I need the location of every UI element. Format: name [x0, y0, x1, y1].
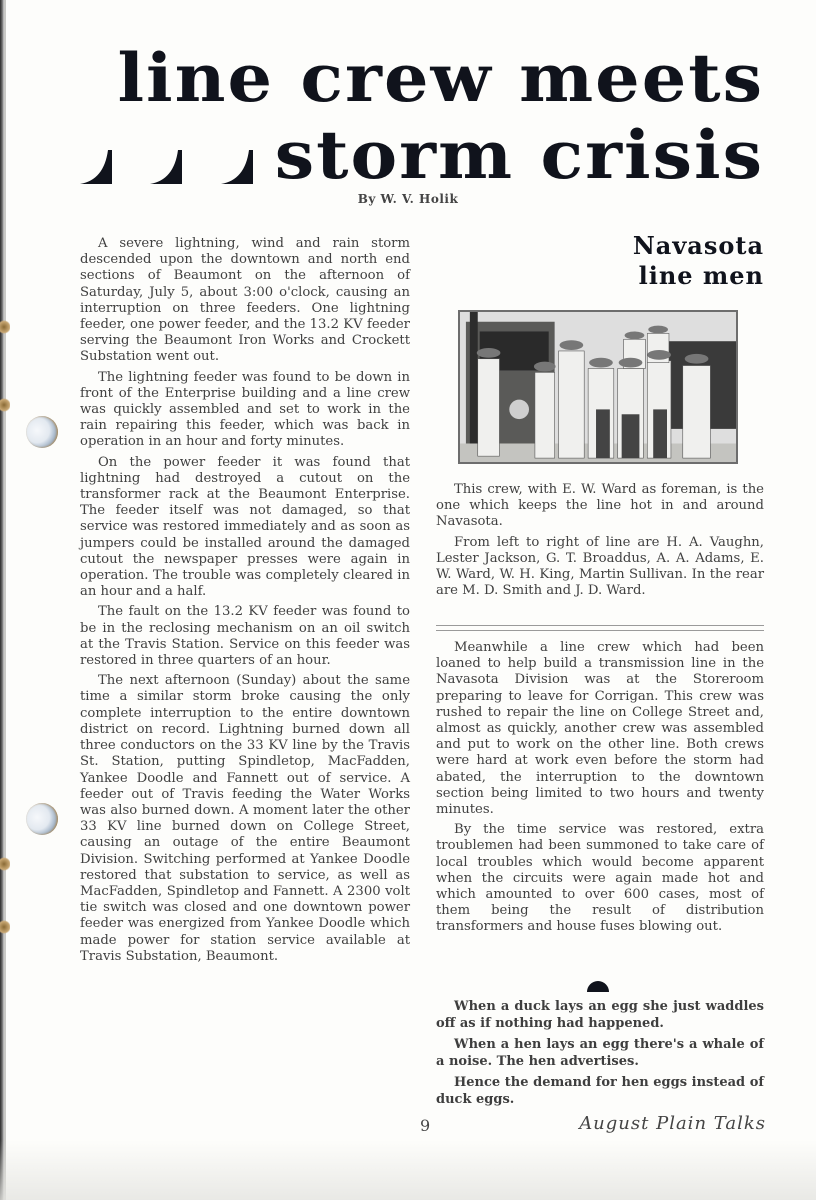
article-paragraph: The fault on the 13.2 KV feeder was found to be in the reclosing mechanism on an oil switch at the Travis Station. Service on this feeder was restored in three quarters of an hour. — [80, 604, 410, 669]
article-column-left — [80, 236, 410, 969]
caption-paragraph: This crew, with E. W. Ward as foreman, is the one which keeps the line hot in and around Navasota. — [436, 482, 764, 530]
headline-line-2: storm crisis — [274, 115, 764, 194]
article-paragraph: The next afternoon (Sunday) about the same time a similar storm broke causing the only complete interruption to the entire downtown district on record. Lightning burned down all three conductors on the 33 KV line by the Travis St. Station, putting Spindletop, MacFadden, Yankee Doodle and Fannett out of service. A feeder out of Travis feeding the Water Works was also burned down. A moment later the other 33 KV line burned down on College Street, causing an outage of the entire Beaumont Division. Switching performed at Yankee Doodle restored that substation to service, as well as MacFadden, Spindletop and Fannett. A 2300 volt tie switch was closed and one downtown power feeder was energized from Yankee Doodle which made power for station service available at Travis Substation, Beaumont. — [80, 673, 410, 964]
binder-line — [4, 0, 6, 1200]
article-paragraph: A severe lightning, wind and rain storm descended upon the downtown and north end sections of Beaumont on the afternoon of Saturday, July 5, about 3:00 o'clock, causing an interruption on three feeders. One lightning feeder, one power feeder, and the 13.2 KV feeder serving the Beaumont Iron Works and Crockett Substation went out. — [80, 236, 410, 365]
binder-ring-mark — [0, 857, 10, 871]
article-column-right — [436, 640, 764, 940]
filler-paragraph: Hence the demand for hen eggs instead of duck eggs. — [436, 1075, 764, 1107]
binder-ring-mark — [0, 398, 10, 412]
filler-paragraph: When a duck lays an egg she just waddles off as if nothing had happened. — [436, 999, 764, 1031]
flourish-ornament-icon — [78, 148, 116, 188]
filler-anecdote — [436, 998, 764, 1112]
crew-photo — [458, 310, 738, 464]
article-paragraph: On the power feeder it was found that lightning had destroyed a cutout on the transformer rack at the Beaumont Enterprise. The feeder itself was not damaged, so that service was restored immediately and as soon as jumpers could be installed around the damaged cutout the newspaper presses were again in operation. The trouble was completely cleared in an hour and a half. — [80, 454, 410, 600]
sidebar-title-line-1: Navasota — [632, 231, 764, 260]
photo-caption — [436, 482, 764, 603]
crew-photo-image — [460, 312, 736, 462]
punch-hole — [26, 416, 58, 448]
dome-ornament-icon — [587, 981, 609, 992]
publication-name: August Plain Talks — [579, 1113, 766, 1134]
filler-paragraph: When a hen lays an egg there's a whale of a noise. The hen advertises. — [436, 1037, 764, 1069]
caption-paragraph: From left to right of line are H. A. Vaughn, Lester Jackson, G. T. Broaddus, A. A. Adams, E. W. Ward, W. H. King, Martin Sullivan. In the rear are M. D. Smith and J. D. Ward. — [436, 534, 764, 599]
binder-ring-mark — [0, 320, 10, 334]
headline-flourishes — [78, 148, 268, 188]
binder-ring-mark — [0, 920, 10, 934]
page-number: 9 — [420, 1116, 431, 1135]
page-shadow — [0, 1140, 816, 1200]
flourish-ornament-icon — [148, 148, 186, 188]
sidebar-title-line-2: line men — [638, 261, 764, 290]
section-divider — [436, 625, 764, 631]
article-paragraph: The lightning feeder was found to be down in front of the Enterprise building and a line crew was quickly assembled and set to work in the rain repairing this feeder, which was back in operation in an hour and forty minutes. — [80, 369, 410, 450]
sidebar-title — [633, 231, 764, 291]
article-paragraph: Meanwhile a line crew which had been loaned to help build a transmission line in the Navasota Division was at the Storeroom preparing to leave for Corrigan. This crew was rushed to repair the line on College Street and, almost as quickly, another crew was assembled and put to work on the other line. Both crews were hard at work even before the storm had abated, the interruption to the downtown section being limited to two hours and twenty minutes. — [436, 640, 764, 818]
headline-line-1: line crew meets — [117, 38, 764, 117]
flourish-ornament-icon — [219, 148, 257, 188]
byline: By W. V. Holik — [357, 192, 459, 206]
punch-hole — [26, 803, 58, 835]
article-paragraph: By the time service was restored, extra troublemen had been summoned to take care of local troubles which would become apparent when the circuits were again made hot and which amounted to over 600 cases, most of them being the result of distribution transformers and house fuses blowing out. — [436, 822, 764, 935]
